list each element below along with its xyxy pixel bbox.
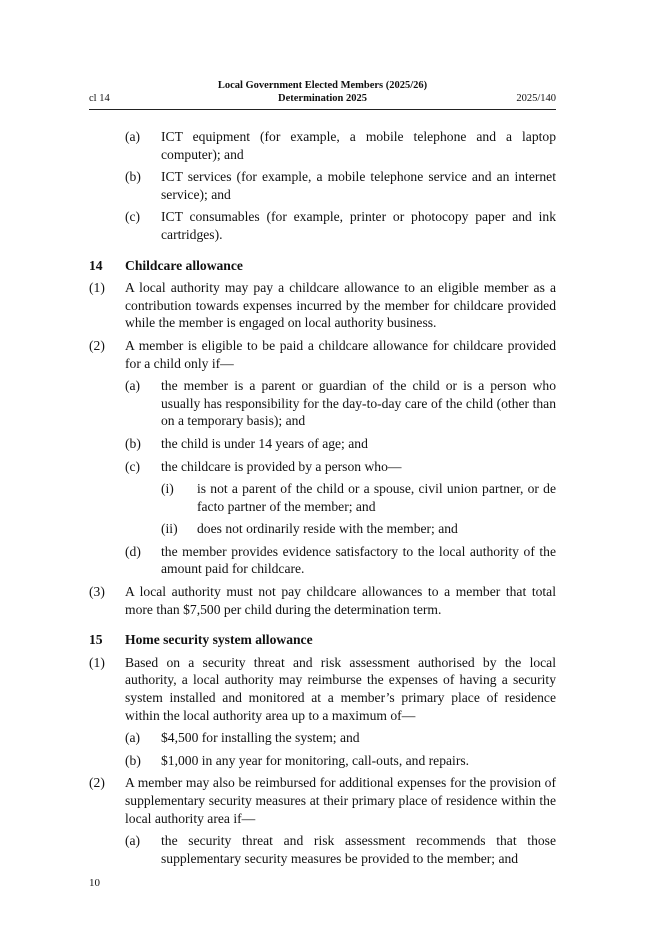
subclause [89, 337, 556, 372]
section-number: 15 [89, 632, 103, 648]
header-instrument-number: 2025/140 [516, 93, 556, 104]
list-item [89, 377, 556, 430]
subclause-label: (1) [89, 280, 105, 296]
item-text: $1,000 in any year for monitoring, call-outs, and repairs. [161, 752, 470, 768]
list-item [89, 168, 556, 203]
section-heading-15 [89, 631, 556, 649]
subclause-text: A member is eligible to be paid a childcare allowance for childcare provided for a child only if— [125, 337, 556, 371]
item-text: the member is a parent or guardian of the child or is a person who usually has responsibility for the day-to-day care of the child (other than on a temporary basis); and [161, 378, 556, 429]
list-item [89, 208, 556, 243]
item-text: the member provides evidence satisfactory to the local authority of the amount paid for childcare. [161, 543, 556, 577]
list-item [89, 729, 556, 747]
item-text: ICT equipment (for example, a mobile telephone and a laptop computer); and [161, 129, 556, 162]
subclause [89, 583, 556, 618]
list-item [89, 458, 556, 476]
subclause [89, 279, 556, 332]
item-label: (c) [125, 209, 141, 225]
list-item [89, 128, 556, 163]
subclause-label: (1) [89, 654, 105, 670]
section-heading-14 [89, 257, 556, 275]
subclause [89, 774, 556, 827]
item-label: (a) [125, 129, 141, 144]
list-item [89, 543, 556, 578]
subclause [89, 654, 556, 724]
subitem-text: does not ordinarily reside with the member; and [197, 521, 458, 537]
subitem-text: is not a parent of the child or a spouse, civil union partner, or de facto partner of the member; and [197, 481, 556, 514]
item-label: (c) [125, 458, 141, 474]
header-title-line2: Determination 2025 [278, 93, 367, 104]
subclause-text: A local authority may pay a childcare allowance to an eligible member as a contribution towards expenses incurred by the member for childcare provided while the member is engaged on local authority business. [125, 280, 556, 331]
list-item [89, 435, 556, 453]
item-label: (a) [125, 378, 141, 394]
section-title: Childcare allowance [125, 257, 243, 273]
list-item [89, 832, 556, 867]
section-title: Home security system allowance [125, 632, 313, 648]
item-label: (b) [125, 435, 141, 451]
item-label: (a) [125, 730, 141, 746]
item-text: the child is under 14 years of age; and [161, 435, 368, 451]
subclause-label: (2) [89, 337, 105, 353]
item-label: (b) [125, 752, 141, 768]
subitem-label: (i) [161, 481, 174, 497]
header-title-line1: Local Government Elected Members (2025/26) [217, 80, 428, 91]
subclause-label: (3) [89, 584, 105, 600]
document-body [89, 128, 556, 867]
item-label: (a) [125, 833, 141, 849]
subclause-label: (2) [89, 775, 105, 791]
subclause-text: A member may also be reimbursed for additional expenses for the provision of supplementary security measures at their primary place of residence within the local authority area if— [125, 775, 556, 826]
item-text: $4,500 for installing the system; and [161, 730, 360, 746]
subitem-label: (ii) [161, 521, 178, 537]
item-text: ICT services (for example, a mobile telephone service and an internet service); and [161, 169, 556, 202]
list-item [89, 752, 556, 770]
item-text: the security threat and risk assessment recommends that those supplementary security measures be provided to the member; and [161, 833, 556, 866]
list-subitem [89, 520, 556, 538]
header-rule [89, 109, 556, 110]
subclause-text: Based on a security threat and risk assessment authorised by the local authority, a local authority may reimburse the expenses of having a security system installed and monitored at a member’s primary place of residence within the local authority area up to a maximum of— [125, 654, 556, 723]
item-text: the childcare is provided by a person who— [161, 458, 402, 474]
subclause-text: A local authority must not pay childcare allowances to a member that total more than $7,500 per child during the determination term. [125, 584, 556, 617]
header-clause-ref: cl 14 [89, 93, 110, 104]
item-text: ICT consumables (for example, printer or photocopy paper and ink cartridges). [161, 209, 556, 242]
item-label: (d) [125, 543, 141, 559]
item-label: (b) [125, 169, 141, 185]
page-number: 10 [89, 877, 100, 889]
section-number: 14 [89, 257, 103, 273]
list-subitem [89, 480, 556, 515]
